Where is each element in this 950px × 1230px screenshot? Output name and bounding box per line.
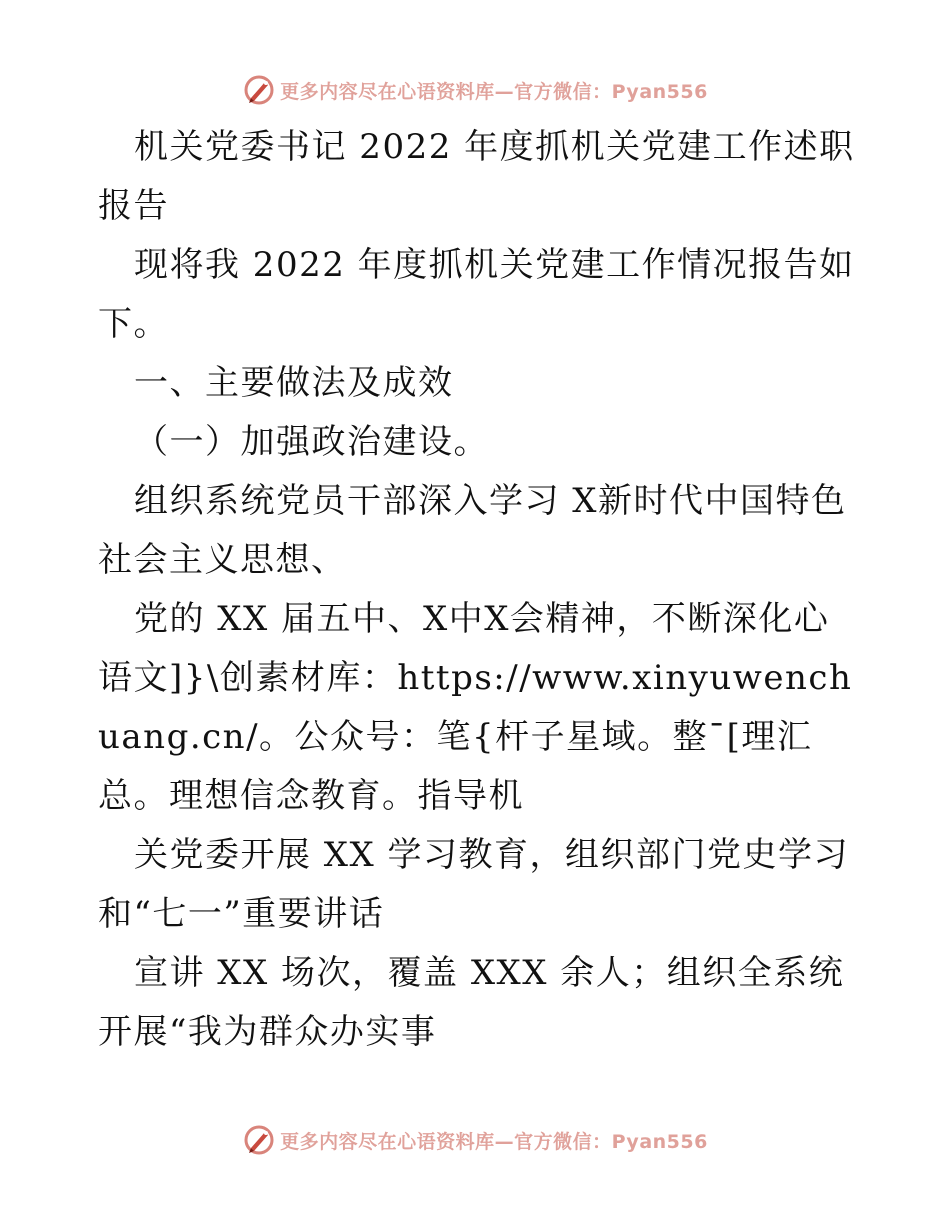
- pen-logo-icon: [242, 73, 276, 107]
- pen-logo-icon: [242, 1123, 276, 1157]
- document-title: 机关党委书记 2022 年度抓机关党建工作述职报告: [98, 127, 855, 226]
- footer-watermark-banner: [0, 1120, 950, 1160]
- body-paragraph: 党的 XX 届五中、X中X会精神，不断深化心语文]}\创素材库：https://www.xinyuwenchuang.cn/。公众号：笔{杆子星域。整¯[理汇总。理想信念教育。指导机: [98, 599, 853, 816]
- header-watermark-text: 更多内容尽在心语资料库—官方微信：Pyan556: [280, 80, 708, 103]
- body-paragraph: 组织系统党员干部深入学习 X新时代中国特色社会主义思想、: [98, 481, 847, 580]
- intro-paragraph: 现将我 2022 年度抓机关党建工作情况报告如下。: [98, 245, 855, 344]
- footer-watermark-text: 更多内容尽在心语资料库—官方微信：Pyan556: [280, 1130, 708, 1153]
- body-paragraph: 宣讲 XX 场次，覆盖 XXX 余人；组织全系统开展“我为群众办实事: [98, 953, 845, 1052]
- header-watermark-banner: [0, 70, 950, 110]
- document-body: [98, 118, 858, 1062]
- section-heading: 一、主要做法及成效: [134, 363, 454, 403]
- subsection-heading: （一）加强政治建设。: [134, 422, 489, 462]
- body-paragraph: 关党委开展 XX 学习教育，组织部门党史学习和“七一”重要讲话: [98, 835, 850, 934]
